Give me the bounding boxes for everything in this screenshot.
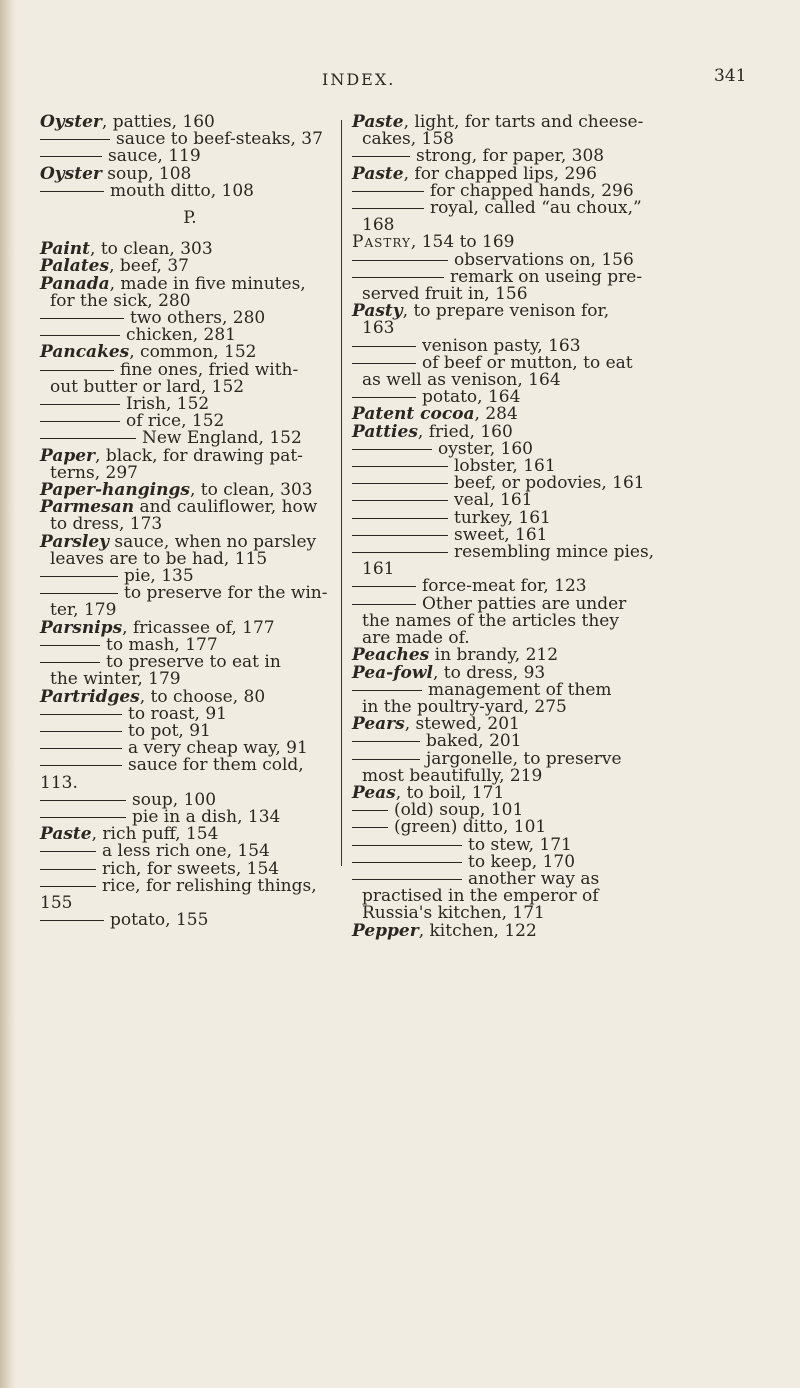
entry-text: , common, 152 <box>129 342 257 363</box>
entry-text: sauce to beef-steaks, 37 <box>116 129 323 150</box>
entry-text: , to clean, 303 <box>189 480 313 501</box>
repeat-dash <box>352 690 422 691</box>
repeat-dash <box>352 191 424 192</box>
entry-text: sauce, 119 <box>108 146 201 167</box>
index-entry <box>40 912 340 929</box>
entry-headword: Paste <box>352 163 404 184</box>
entry-headword: Partridges <box>40 686 140 707</box>
repeat-dash <box>352 552 448 553</box>
repeat-dash <box>352 346 416 347</box>
page-number: 341 <box>714 66 747 86</box>
entry-text: strong, for paper, 308 <box>416 146 605 167</box>
entry-text: 161 <box>362 559 395 580</box>
repeat-dash <box>40 869 96 870</box>
repeat-dash <box>352 260 448 261</box>
entry-text: terns, 297 <box>50 462 138 483</box>
index-entry <box>352 303 712 320</box>
repeat-dash <box>40 817 126 818</box>
repeat-dash <box>40 748 122 749</box>
entry-text: in the poultry-yard, 275 <box>362 696 567 717</box>
entry-text: , stewed, 201 <box>404 714 520 735</box>
entry-text: management of them <box>428 679 612 700</box>
repeat-dash <box>40 191 104 192</box>
entry-text: leaves are to be had, 115 <box>50 548 268 569</box>
repeat-dash <box>352 862 462 863</box>
entry-text: mouth ditto, 108 <box>110 180 254 201</box>
entry-text: out butter or lard, 152 <box>50 376 245 397</box>
entry-text: , beef, 37 <box>109 256 189 277</box>
entry-headword: Paste <box>40 824 92 845</box>
entry-text: , to boil, 171 <box>395 782 505 803</box>
entry-text: are made of. <box>362 628 470 649</box>
entry-text: to preserve for the win- <box>124 583 328 604</box>
repeat-dash <box>352 449 432 450</box>
repeat-dash <box>40 438 136 439</box>
repeat-dash <box>352 363 416 364</box>
entry-text: veal, 161 <box>454 490 533 511</box>
index-entry <box>40 757 340 774</box>
entry-text: chicken, 281 <box>126 325 236 346</box>
entry-text: in brandy, 212 <box>429 645 559 666</box>
entry-text: remark on useing pre- <box>450 266 643 287</box>
entry-text: soup, 108 <box>101 163 192 184</box>
entry-text: a less rich one, 154 <box>102 841 270 862</box>
repeat-dash <box>352 277 444 278</box>
entry-headword: Oyster <box>40 163 102 184</box>
index-entry <box>40 180 340 201</box>
entry-text: observations on, 156 <box>454 249 634 270</box>
repeat-dash <box>40 662 100 663</box>
entry-text: , light, for tarts and cheese- <box>403 112 644 132</box>
repeat-dash <box>352 156 410 157</box>
entry-text: turkey, 161 <box>454 507 551 528</box>
entry-headword: Pea-fowl <box>352 662 433 683</box>
entry-page-ref: 113. <box>40 772 78 793</box>
repeat-dash <box>352 845 462 846</box>
entry-text: beef, or podovies, 161 <box>454 473 645 494</box>
entry-text: royal, called “au choux,” <box>430 198 642 219</box>
entry-text: Irish, 152 <box>126 394 210 415</box>
entry-text: sauce, when no parsley <box>109 531 317 552</box>
repeat-dash <box>352 759 420 760</box>
page-header <box>0 66 800 96</box>
entry-headword: Peaches <box>352 645 430 666</box>
repeat-dash <box>40 765 122 766</box>
section-letter <box>40 210 340 227</box>
entry-headword: Pears <box>352 714 405 735</box>
entry-headword: Parmesan <box>40 497 135 518</box>
entry-text: , made in five minutes, <box>109 273 306 294</box>
index-entry <box>352 372 712 389</box>
entry-headword: Paper <box>40 445 96 466</box>
entry-headword: Pepper <box>352 920 419 941</box>
repeat-dash <box>40 404 120 405</box>
entry-text: the names of the articles they <box>362 610 619 631</box>
entry-text: to dress, 173 <box>50 514 163 535</box>
repeat-dash <box>352 500 448 501</box>
index-entry <box>352 716 712 733</box>
entry-headword: Palates <box>40 256 110 277</box>
entry-text: (old) soup, 101 <box>394 800 524 821</box>
entry-text: lobster, 161 <box>454 456 556 477</box>
repeat-dash <box>352 535 448 536</box>
repeat-dash <box>40 920 104 921</box>
entry-headword: Patties <box>352 421 418 442</box>
repeat-dash <box>40 886 96 887</box>
page-spine-shadow <box>0 0 16 1388</box>
entry-text: Other patties are under <box>422 593 627 614</box>
running-title: INDEX. <box>322 70 396 89</box>
entry-text: a very cheap way, 91 <box>128 738 308 759</box>
repeat-dash <box>352 810 388 811</box>
entry-text: soup, 100 <box>132 789 217 810</box>
entry-text: to keep, 170 <box>468 851 576 872</box>
repeat-dash <box>352 586 416 587</box>
repeat-dash <box>352 208 424 209</box>
index-column-left <box>40 114 340 929</box>
entry-text: as well as venison, 164 <box>362 370 561 391</box>
entry-headword: Panada <box>40 273 110 294</box>
repeat-dash <box>40 370 114 371</box>
entry-text: served fruit in, 156 <box>362 284 528 305</box>
entry-headword: Paper-hangings <box>40 480 190 501</box>
entry-text: , fried, 160 <box>417 421 513 442</box>
entry-text: pie in a dish, 134 <box>132 806 281 827</box>
repeat-dash <box>352 827 388 828</box>
repeat-dash <box>40 800 126 801</box>
entry-text: jargonelle, to preserve <box>426 748 622 769</box>
repeat-dash <box>40 593 118 594</box>
entry-text: potato, 164 <box>422 387 521 408</box>
repeat-dash <box>40 731 122 732</box>
entry-headword: Parsnips <box>40 617 123 638</box>
repeat-dash <box>40 714 122 715</box>
entry-page-ref: 155 <box>40 892 73 913</box>
entry-text: 163 <box>362 318 395 339</box>
entry-text: ter, 179 <box>50 600 117 621</box>
entry-headword: Paste <box>352 112 404 132</box>
entry-text: resembling mince pies, <box>454 542 655 563</box>
repeat-dash <box>40 645 100 646</box>
entry-text: two others, 280 <box>130 308 266 329</box>
index-column-right <box>352 114 712 940</box>
entry-text: , rich puff, 154 <box>91 824 219 845</box>
entry-text: rich, for sweets, 154 <box>102 858 280 879</box>
entry-headword: Oyster <box>40 112 102 132</box>
entry-text: , 154 to 169 <box>410 232 515 253</box>
entry-text: cakes, 158 <box>362 129 454 150</box>
entry-text: another way as <box>468 868 600 889</box>
entry-text: the winter, 179 <box>50 669 181 690</box>
repeat-dash <box>40 318 124 319</box>
entry-text: , fricassee of, 177 <box>122 617 275 638</box>
repeat-dash <box>352 483 448 484</box>
entry-text: , kitchen, 122 <box>418 920 537 941</box>
entry-text: to stew, 171 <box>468 834 572 855</box>
entry-text: , black, for drawing pat- <box>95 445 303 466</box>
repeat-dash <box>352 466 448 467</box>
entry-text: , to choose, 80 <box>139 686 266 707</box>
entry-headword: Pastry <box>352 232 411 253</box>
column-divider <box>341 120 342 866</box>
entry-text: for the sick, 280 <box>50 290 191 311</box>
entry-text: , to prepare venison for, <box>402 301 610 322</box>
entry-text: fine ones, fried with- <box>120 359 299 380</box>
entry-text: to preserve to eat in <box>106 652 281 673</box>
section-letter-text: P. <box>183 208 197 229</box>
entry-headword: Parsley <box>40 531 110 552</box>
entry-text: to mash, 177 <box>106 634 218 655</box>
entry-text: baked, 201 <box>426 731 522 752</box>
entry-text: , to dress, 93 <box>432 662 546 683</box>
entry-text: venison pasty, 163 <box>422 335 581 356</box>
repeat-dash <box>352 741 420 742</box>
repeat-dash <box>352 604 416 605</box>
entry-text: Russia's kitchen, 171 <box>362 903 545 924</box>
repeat-dash <box>40 335 120 336</box>
index-entry <box>352 200 712 217</box>
repeat-dash <box>352 518 448 519</box>
entry-text: , for chapped lips, 296 <box>403 163 597 184</box>
entry-headword: Pasty <box>352 301 403 322</box>
index-entry <box>40 875 340 896</box>
entry-headword: Patent cocoa <box>352 404 475 425</box>
repeat-dash <box>40 139 110 140</box>
entry-text: oyster, 160 <box>438 438 533 459</box>
entry-text: and cauliflower, how <box>134 497 318 518</box>
entry-text: for chapped hands, 296 <box>430 180 634 201</box>
entry-headword: Pancakes <box>40 342 130 363</box>
entry-text: New England, 152 <box>142 428 302 449</box>
entry-text: practised in the emperor of <box>362 886 599 907</box>
repeat-dash <box>352 879 462 880</box>
entry-text: to pot, 91 <box>128 720 211 741</box>
entry-text: potato, 155 <box>110 910 209 931</box>
entry-text: , 284 <box>474 404 518 425</box>
entry-text: of rice, 152 <box>126 411 225 432</box>
entry-text: (green) ditto, 101 <box>394 817 547 838</box>
entry-text: force-meat for, 123 <box>422 576 587 597</box>
entry-headword: Paint <box>40 239 91 260</box>
entry-text: pie, 135 <box>124 566 194 587</box>
repeat-dash <box>40 851 96 852</box>
entry-text: , to clean, 303 <box>90 239 213 260</box>
entry-text: most beautifully, 219 <box>362 765 543 786</box>
repeat-dash <box>352 397 416 398</box>
repeat-dash <box>40 156 102 157</box>
entry-text: , patties, 160 <box>101 112 215 132</box>
entry-text: of beef or mutton, to eat <box>422 352 633 373</box>
repeat-dash <box>40 421 120 422</box>
index-entry <box>352 544 712 561</box>
index-entry <box>352 920 712 941</box>
repeat-dash <box>40 576 118 577</box>
entry-text: to roast, 91 <box>128 703 227 724</box>
entry-text: rice, for relishing things, <box>102 875 317 896</box>
entry-text: sauce for them cold, <box>128 755 304 776</box>
entry-text: 168 <box>362 215 395 236</box>
entry-headword: Peas <box>352 782 396 803</box>
entry-text: sweet, 161 <box>454 524 548 545</box>
